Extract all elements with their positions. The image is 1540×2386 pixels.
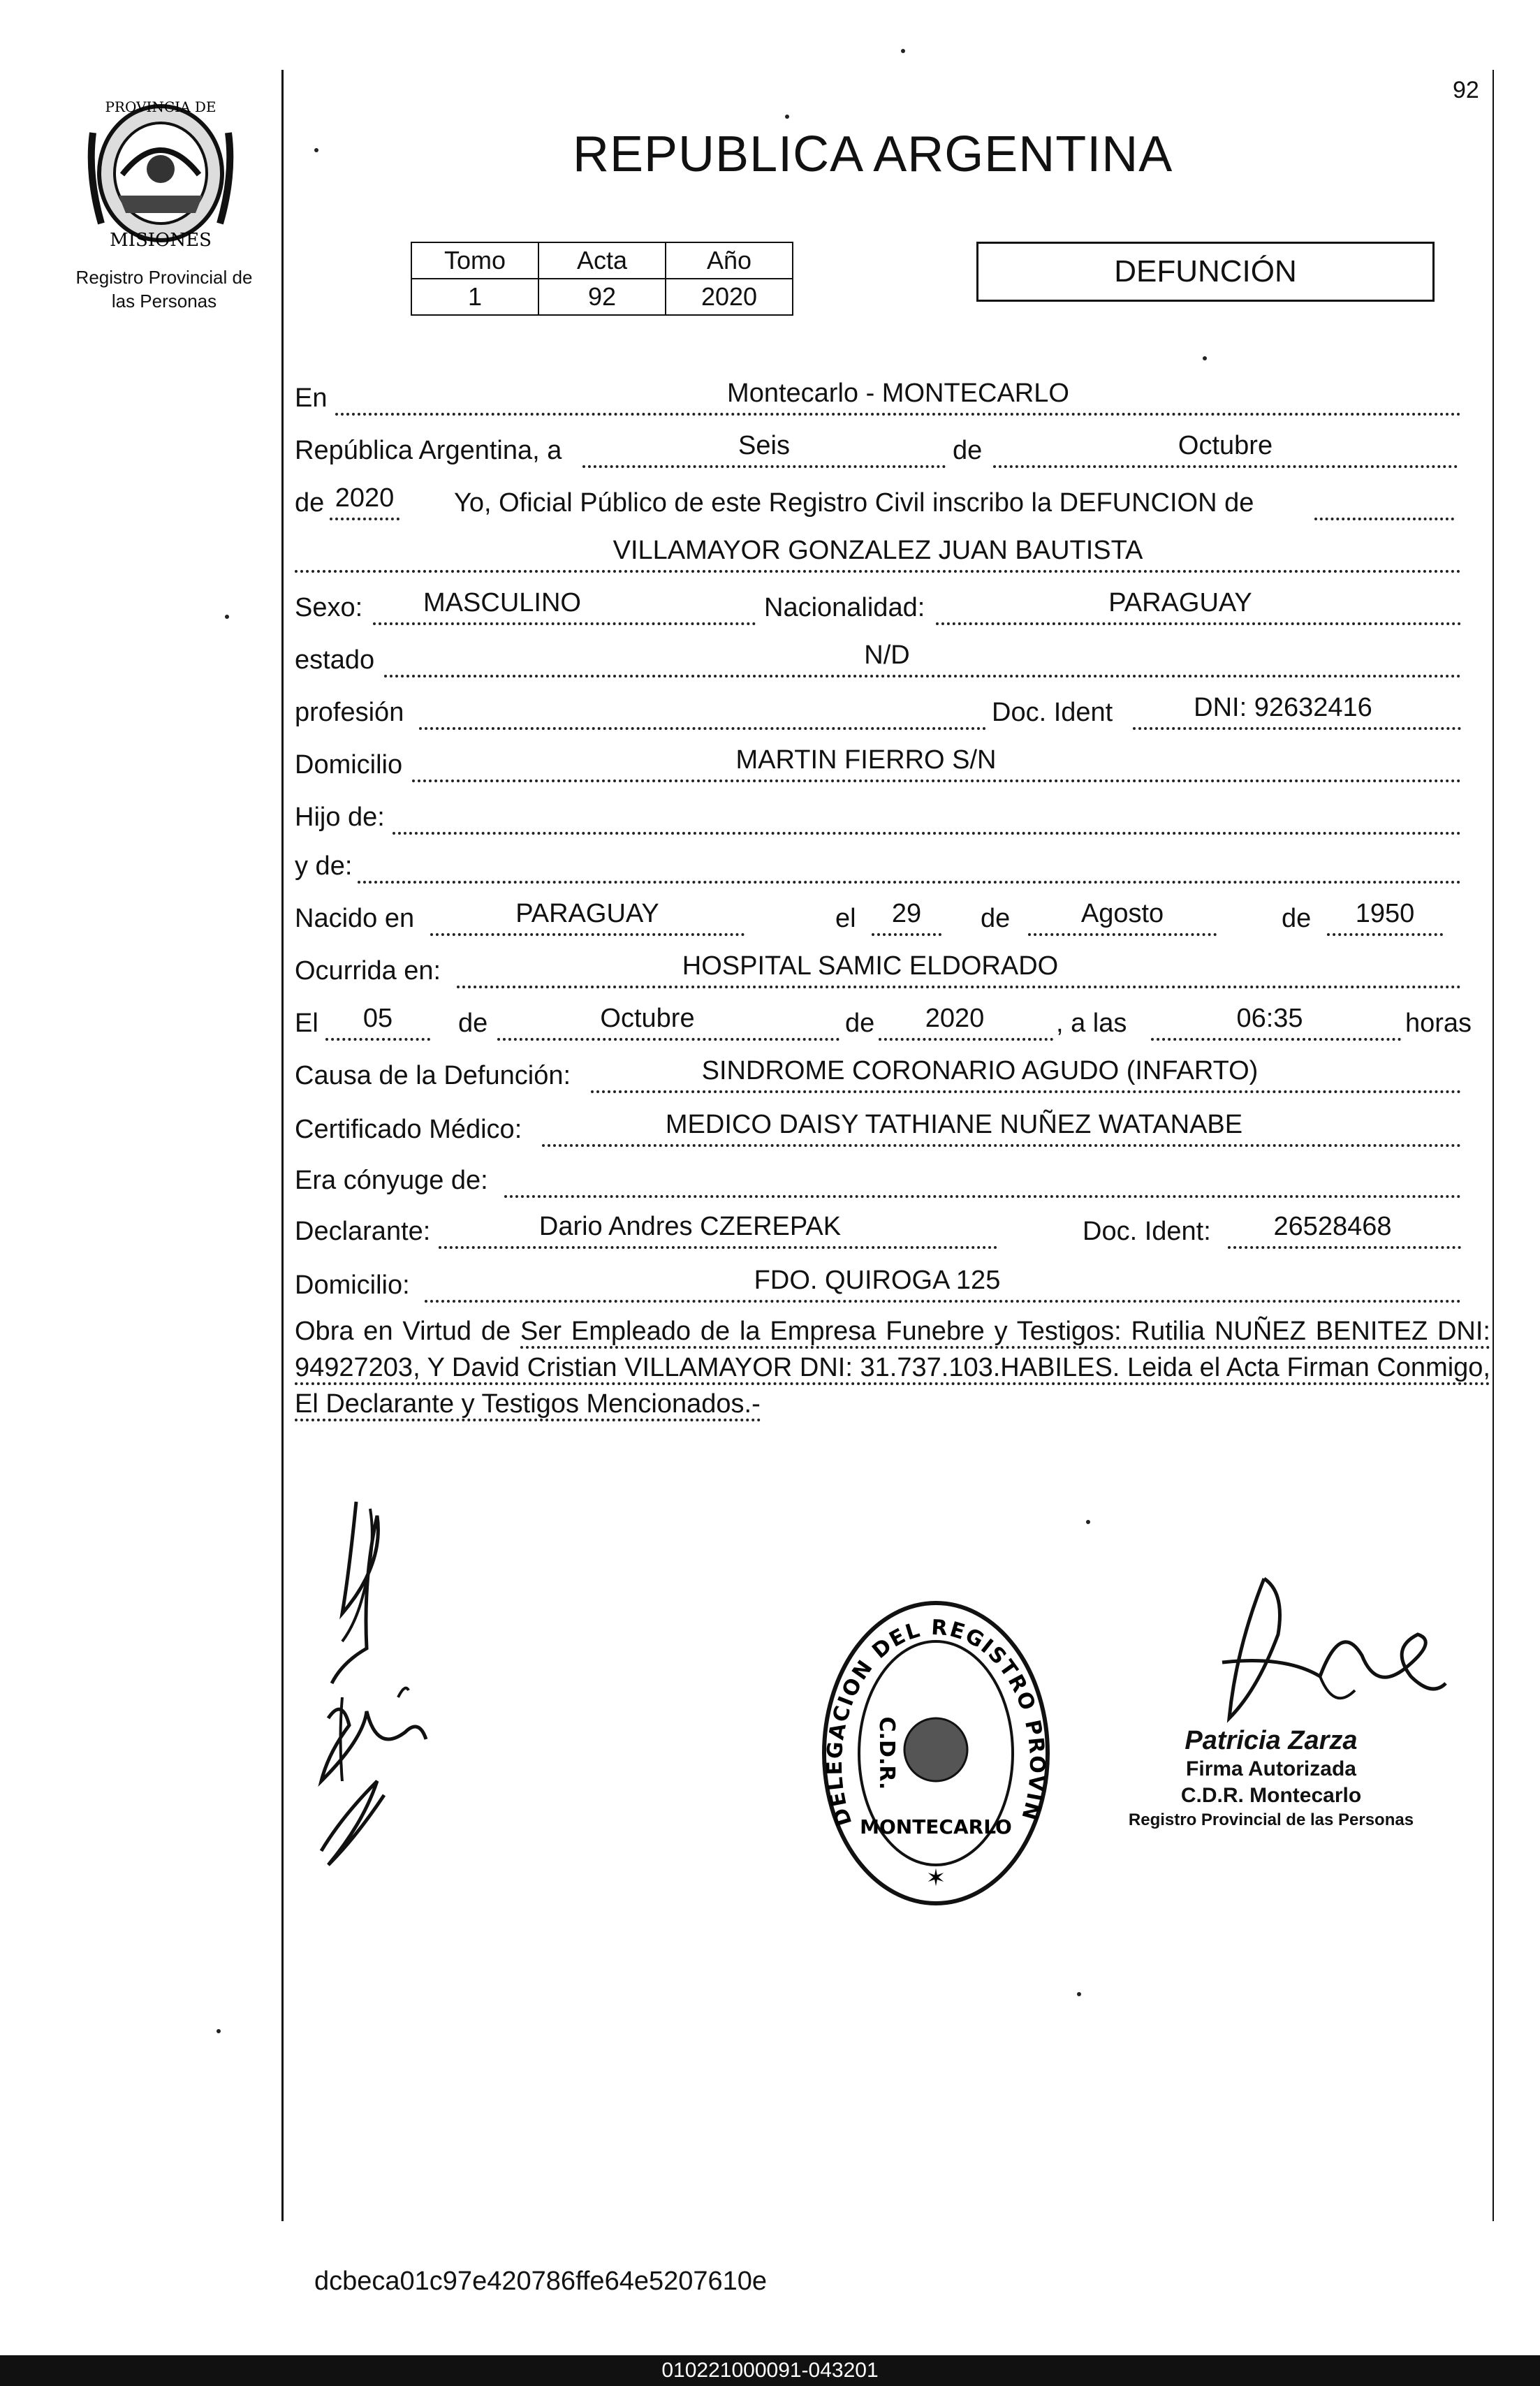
nombre-line (295, 570, 1461, 573)
reference-header-tomo: Tomo (411, 242, 538, 279)
sexo-value: MASCULINO (423, 588, 581, 617)
en-label: En (295, 383, 328, 413)
defuncion-dia-line (325, 1038, 430, 1041)
fecha-acta-mes: Octubre (1178, 431, 1273, 460)
scan-speck (1203, 356, 1207, 360)
defuncion-mes: Octubre (600, 1004, 695, 1033)
scan-speck (225, 615, 229, 619)
defuncion-mes-line (497, 1038, 839, 1041)
official-registry: Registro Provincial de las Personas (1128, 1810, 1414, 1829)
nacido-de-label-1: de (981, 904, 1011, 933)
certificado-label: Certificado Médico: (295, 1115, 522, 1144)
footer-code: 010221000091-043201 (661, 2359, 879, 2382)
registry-line-2: las Personas (111, 291, 217, 312)
fecha-acta-de-label: de (953, 436, 983, 465)
domicilio-declarante-label: Domicilio: (295, 1271, 410, 1300)
estado-label: estado (295, 645, 375, 675)
row-conyuge (295, 1156, 1461, 1205)
row-fecha-acta (295, 426, 1461, 475)
reference-header-acta: Acta (538, 242, 666, 279)
official-stamp-block (1110, 1725, 1432, 1831)
causa-value: SINDROME CORONARIO AGUDO (INFARTO) (701, 1056, 1259, 1085)
official-office: C.D.R. Montecarlo (1180, 1784, 1362, 1807)
inscripcion-texto: Yo, Oficial Público de este Registro Civil inscribo la DEFUNCION de (454, 488, 1254, 518)
scan-speck (1086, 1520, 1090, 1524)
doc-ident-line (1133, 727, 1461, 730)
nacido-dia: 29 (891, 899, 922, 928)
registry-line-1: Registro Provincial de (75, 267, 253, 288)
narrative-prefix: Obra en Virtud de (295, 1317, 511, 1346)
hijo-de-line (393, 832, 1461, 835)
fecha-acta-label: República Argentina, a (295, 436, 562, 465)
estado-line (384, 675, 1461, 678)
registry-seal-stamp (810, 1593, 1062, 1914)
causa-line (591, 1090, 1461, 1093)
ocurrida-value: HOSPITAL SAMIC ELDORADO (682, 951, 1059, 981)
record-type-box: DEFUNCIÓN (976, 242, 1435, 302)
y-de-line (358, 881, 1461, 884)
nacido-label: Nacido en (295, 904, 415, 933)
profesion-line (419, 727, 986, 730)
row-fecha-defuncion (295, 999, 1472, 1048)
row-domicilio (295, 740, 1461, 789)
right-margin-rule (1493, 70, 1494, 2221)
nacido-anio-line (1327, 933, 1443, 936)
reference-value-acta: 92 (538, 279, 666, 315)
row-nombre (295, 531, 1461, 580)
inscripcion-anio: 2020 (335, 483, 395, 513)
left-margin-rule (281, 70, 284, 2221)
domicilio-line (412, 780, 1461, 782)
nacido-anio: 1950 (1355, 899, 1415, 928)
svg-text:PROVINCIA DE: PROVINCIA DE (105, 98, 217, 115)
svg-text:DELEGACION DEL REGISTRO PROVIN: DELEGACION DEL REGISTRO PROVIN (822, 1615, 1050, 1829)
nacionalidad-value: PARAGUAY (1108, 588, 1252, 617)
official-name: Patricia Zarza (1185, 1726, 1358, 1755)
declarante-doc-line (1228, 1246, 1461, 1249)
y-de-label: y de: (295, 851, 353, 881)
reference-header-row (411, 242, 793, 279)
defuncion-anio-line (879, 1038, 1053, 1041)
inscripcion-anio-line (330, 518, 399, 520)
hijo-de-label: Hijo de: (295, 803, 385, 832)
profesion-label: profesión (295, 698, 404, 727)
inscripcion-de-label: de (295, 488, 325, 518)
scan-speck (217, 2029, 221, 2033)
official-role: Firma Autorizada (1186, 1757, 1356, 1780)
row-declarante (295, 1207, 1461, 1256)
row-y-de (295, 842, 1461, 891)
defuncion-dia: 05 (362, 1004, 393, 1033)
declarante-doc-label: Doc. Ident: (1083, 1217, 1211, 1246)
en-dotted-line (335, 413, 1461, 416)
fecha-acta-mes-line (993, 465, 1458, 468)
defuncion-hora-line (1151, 1038, 1401, 1041)
svg-text:MONTECARLO: MONTECARLO (860, 1815, 1012, 1838)
nacido-dia-line (872, 933, 941, 936)
nacido-de-label-2: de (1282, 904, 1312, 933)
row-inscripcion (295, 478, 1461, 527)
row-ocurrida (295, 946, 1461, 995)
scan-speck (785, 115, 789, 119)
witness-signatures (300, 1488, 468, 1879)
row-domicilio-declarante (295, 1261, 1461, 1310)
province-crest-logo (80, 91, 241, 251)
scan-speck (901, 49, 905, 53)
estado-value: N/D (864, 641, 910, 670)
declarante-label: Declarante: (295, 1217, 431, 1246)
declarante-line (439, 1246, 997, 1249)
defuncion-anio: 2020 (925, 1004, 985, 1033)
nacionalidad-line (936, 622, 1461, 625)
causa-label: Causa de la Defunción: (295, 1061, 571, 1090)
reference-value-tomo: 1 (411, 279, 538, 315)
defuncion-a-las-label: , a las (1056, 1009, 1127, 1038)
row-estado (295, 636, 1461, 685)
nacido-mes-line (1028, 933, 1217, 936)
scan-speck (1077, 1992, 1081, 1996)
conyuge-line (504, 1195, 1461, 1198)
doc-ident-value: DNI: 92632416 (1194, 693, 1372, 722)
declarante-doc-value: 26528468 (1273, 1212, 1392, 1241)
defuncion-de-label-2: de (845, 1009, 875, 1038)
domicilio-label: Domicilio (295, 750, 403, 780)
fecha-acta-dia-line (582, 465, 946, 468)
registry-caption (59, 265, 269, 313)
inscripcion-end-line (1314, 518, 1454, 520)
defuncion-el-label: El (295, 1009, 318, 1038)
ocurrida-label: Ocurrida en: (295, 956, 441, 986)
document-title: REPUBLICA ARGENTINA (573, 126, 1173, 182)
reference-header-anio: Año (666, 242, 793, 279)
sexo-line (373, 622, 756, 625)
svg-text:MISIONES: MISIONES (110, 230, 212, 251)
reference-value-row (411, 279, 793, 315)
en-value: Montecarlo - MONTECARLO (727, 379, 1069, 408)
nacido-mes: Agosto (1080, 899, 1164, 928)
row-hijo-de (295, 793, 1461, 842)
nacido-el-label: el (835, 904, 856, 933)
certificado-value: MEDICO DAISY TATHIANE NUÑEZ WATANABE (665, 1110, 1243, 1139)
reference-value-anio: 2020 (666, 279, 793, 315)
doc-ident-label: Doc. Ident (992, 698, 1113, 727)
narrative-body: Ser Empleado de la Empresa Funebre y Testigos: Rutilia NUÑEZ BENITEZ DNI: 94927203, Y David Cristian VILLAMAYOR DNI: 31.737.103.HABILES. Leida el Acta Firman Conmigo, El Declarante y Testigos Mencionados.- (295, 1317, 1490, 1421)
row-nacido (295, 894, 1461, 943)
fecha-acta-dia: Seis (738, 431, 790, 460)
certificado-line (542, 1144, 1461, 1147)
defuncion-hora: 06:35 (1236, 1004, 1303, 1033)
deceased-name: VILLAMAYOR GONZALEZ JUAN BAUTISTA (613, 536, 1143, 565)
domicilio-value: MARTIN FIERRO S/N (735, 745, 997, 775)
nacido-lugar: PARAGUAY (515, 899, 659, 928)
row-profesion (295, 688, 1461, 737)
conyuge-label: Era cónyuge de: (295, 1166, 488, 1195)
svg-text:✶: ✶ (925, 1864, 946, 1892)
sexo-label: Sexo: (295, 593, 363, 622)
row-causa (295, 1051, 1461, 1100)
svg-text:C.D.R.: C.D.R. (874, 1716, 899, 1790)
domicilio-declarante-value: FDO. QUIROGA 125 (754, 1266, 1001, 1295)
reference-table (411, 242, 793, 316)
nacido-lugar-line (430, 933, 745, 936)
row-certificado (295, 1105, 1461, 1154)
barcode-footer-bar (0, 2355, 1540, 2386)
defuncion-de-label-1: de (458, 1009, 488, 1038)
domicilio-declarante-line (425, 1300, 1461, 1303)
defuncion-horas-label: horas (1405, 1009, 1472, 1038)
narrative-text (295, 1313, 1490, 1422)
scan-speck (314, 148, 318, 152)
ocurrida-line (457, 986, 1461, 988)
row-en (295, 374, 1461, 423)
page-number: 92 (1453, 77, 1479, 103)
nacionalidad-label: Nacionalidad: (764, 593, 925, 622)
row-sexo (295, 583, 1461, 632)
document-hash: dcbeca01c97e420786ffe64e5207610e (314, 2267, 768, 2296)
declarante-value: Dario Andres CZEREPAK (538, 1212, 842, 1241)
